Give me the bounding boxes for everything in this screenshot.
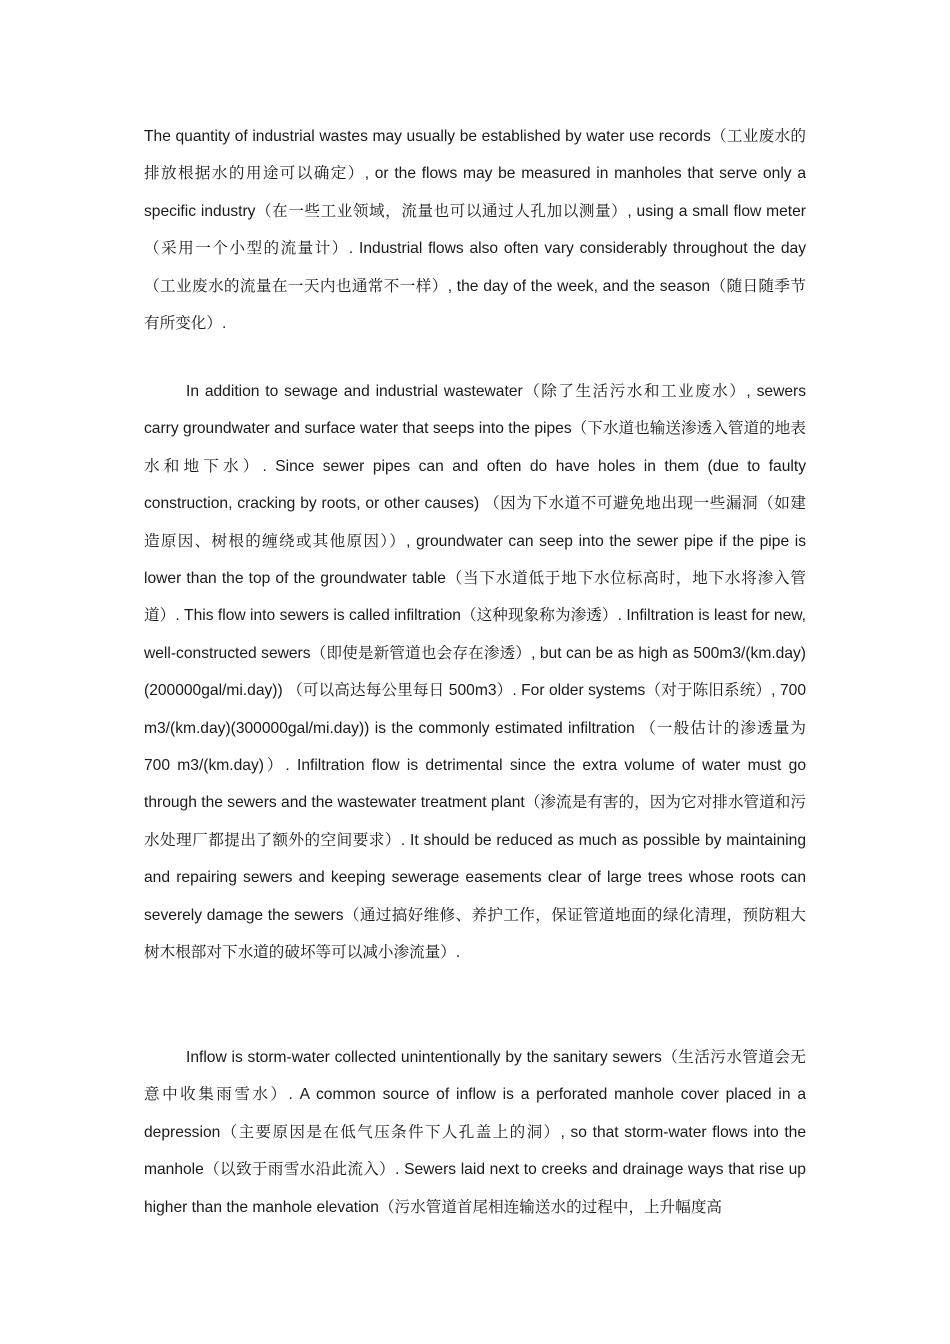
paragraph-industrial-wastes: The quantity of industrial wastes may usually be established by water use records（工业废水的排放根据水的用途可以确定）, or the flows may be measured in manholes that serve only a specific industry（在一些工业领域，流量也可以通过人孔加以测量）, using a small flow meter（采用一个小型的流量计）. Industrial flows also often vary considerably throughout the day（工业废水的流量在一天内也通常不一样）, the day of the week, and the season（随日随季节有所变化）. xyxy=(144,128,806,333)
paragraph-infiltration: In addition to sewage and industrial wastewater（除了生活污水和工业废水）, sewers carry groundwater and surface water that seeps into the pipes（下水道也输送渗透入管道的地表水和地下水）. Since sewer pipes can and often do have holes in them (due to faulty construction, cracking by roots, or other causes) （因为下水道不可避免地出现一些漏洞（如建造原因、树根的缠绕或其他原因））, groundwater can seep into the sewer pipe if the pipe is lower than the top of the groundwater table（当下水道低于地下水位标高时，地下水将渗入管道）. This flow into sewers is called infiltration（这种现象称为渗透）. Infiltration is least for new, well-constructed sewers（即使是新管道也会存在渗透）, but can be as high as 500m3/(km.day)(200000gal/mi.day)) （可以高达每公里每日 500m3）. For older systems（对于陈旧系统）, 700 m3/(km.day)(300000gal/mi.day)) is the commonly estimated infiltration （一般估计的渗透量为 700 m3/(km.day)）. Infiltration flow is detrimental since the extra volume of water must go through the sewers and the wastewater treatment plant（渗流是有害的，因为它对排水管道和污水处理厂都提出了额外的空间要求）. It should be reduced as much as possible by maintaining and repairing sewers and keeping sewerage easements clear of large trees whose roots can severely damage the sewers（通过搞好维修、养护工作，保证管道地面的绿化清理，预防粗大树木根部对下水道的破坏等可以减小渗流量）. xyxy=(144,383,806,962)
paragraph-inflow: Inflow is storm-water collected unintentionally by the sanitary sewers（生活污水管道会无意中收集雨雪水）. A common source of inflow is a perforated manhole cover placed in a depression（主要原因是在低气压条件下人孔盖上的洞）, so that storm-water flows into the manhole（以致于雨雪水沿此流入）. Sewers laid next to creeks and drainage ways that rise up higher than the manhole elevation（污水管道首尾相连输送水的过程中，上升幅度高 xyxy=(144,1049,806,1216)
